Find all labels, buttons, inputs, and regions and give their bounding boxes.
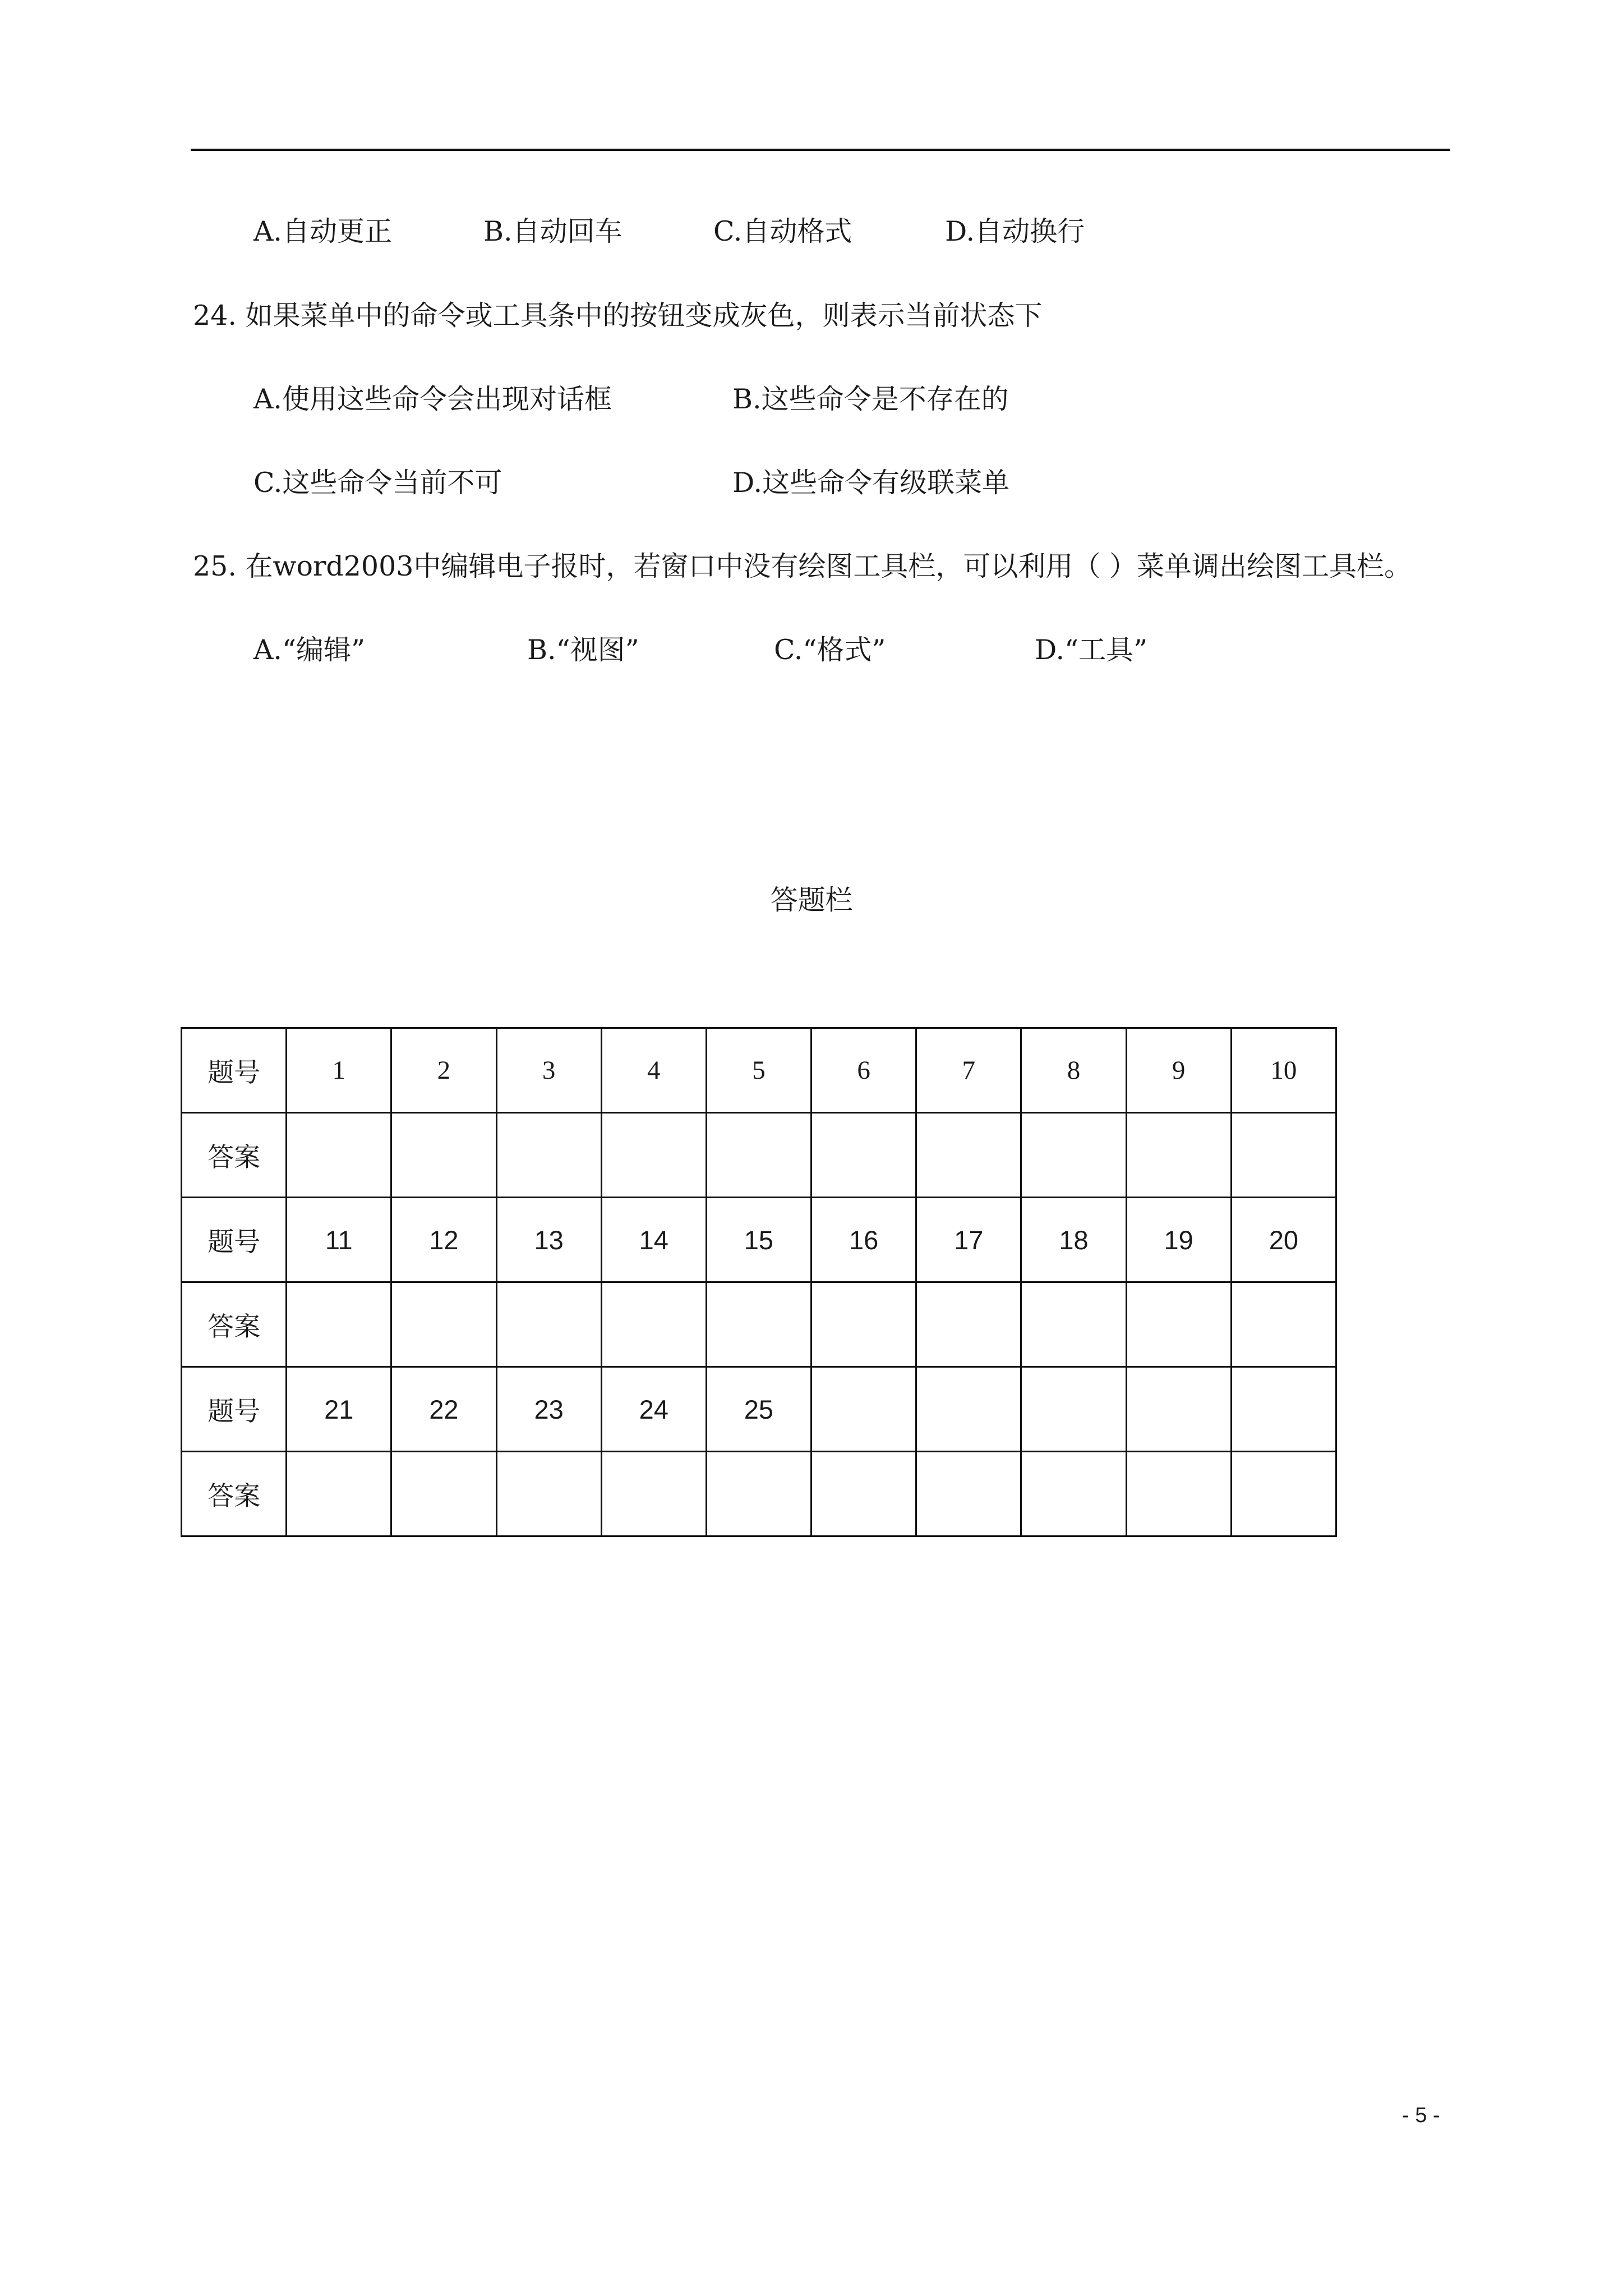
question-number-cell	[1231, 1367, 1336, 1452]
question-number-cell: 20	[1231, 1198, 1336, 1282]
question-number-cell: 9	[1126, 1028, 1231, 1113]
q25-option-b: B.“视图”	[527, 634, 639, 666]
question-number-cell: 16	[811, 1198, 916, 1282]
q25-option-d: D.“工具”	[1035, 634, 1148, 666]
question-number-cell: 12	[391, 1198, 496, 1282]
header-rule	[191, 149, 1450, 151]
answer-cell[interactable]	[496, 1282, 601, 1367]
q24-option-d: D.这些命令有级联菜单	[732, 467, 1010, 499]
answer-cell[interactable]	[496, 1113, 601, 1198]
q23-option-d: D.自动换行	[945, 215, 1085, 247]
row-label-number: 题号	[182, 1028, 287, 1113]
question-number-cell	[811, 1367, 916, 1452]
page-number: - 5 -	[1402, 2104, 1440, 2127]
question-number-cell	[916, 1367, 1021, 1452]
table-row-numbers-1	[182, 1028, 1336, 1113]
answer-cell[interactable]	[1021, 1113, 1126, 1198]
question-number-cell: 25	[706, 1367, 811, 1452]
table-row-numbers-2	[182, 1198, 1336, 1282]
row-label-answer: 答案	[182, 1113, 287, 1198]
answer-cell[interactable]	[601, 1282, 706, 1367]
question-number-cell: 1	[287, 1028, 391, 1113]
answer-cell[interactable]	[1126, 1282, 1231, 1367]
q23-option-a: A.自动更正	[253, 215, 392, 247]
answer-sheet-title: 答题栏	[770, 884, 853, 916]
q25-option-c: C.“格式”	[774, 634, 886, 666]
question-number-cell: 5	[706, 1028, 811, 1113]
answer-cell[interactable]	[1021, 1452, 1126, 1536]
question-number-cell: 4	[601, 1028, 706, 1113]
question-number-cell: 11	[287, 1198, 391, 1282]
question-number-cell: 23	[496, 1367, 601, 1452]
q24-option-a: A.使用这些命令会出现对话框	[253, 383, 612, 415]
question-number-cell: 18	[1021, 1198, 1126, 1282]
q24-stem: 24. 如果菜单中的命令或工具条中的按钮变成灰色，则表示当前状态下	[193, 300, 1043, 332]
answer-cell[interactable]	[496, 1452, 601, 1536]
q23-option-b: B.自动回车	[483, 215, 623, 247]
question-number-cell: 24	[601, 1367, 706, 1452]
question-number-cell: 2	[391, 1028, 496, 1113]
table-row-answers-2	[182, 1282, 1336, 1367]
answer-cell[interactable]	[811, 1113, 916, 1198]
answer-sheet-table	[181, 1027, 1337, 1537]
question-number-cell: 21	[287, 1367, 391, 1452]
row-label-number: 题号	[182, 1198, 287, 1282]
question-number-cell: 19	[1126, 1198, 1231, 1282]
answer-cell[interactable]	[391, 1113, 496, 1198]
answer-cell[interactable]	[1126, 1452, 1231, 1536]
question-number-cell: 15	[706, 1198, 811, 1282]
answer-cell[interactable]	[287, 1113, 391, 1198]
row-label-answer: 答案	[182, 1452, 287, 1536]
answer-cell[interactable]	[1231, 1452, 1336, 1536]
answer-cell[interactable]	[811, 1282, 916, 1367]
table-row-numbers-3	[182, 1367, 1336, 1452]
question-number-cell: 13	[496, 1198, 601, 1282]
q24-option-c: C.这些命令当前不可	[253, 467, 502, 499]
row-label-answer: 答案	[182, 1282, 287, 1367]
answer-cell[interactable]	[706, 1113, 811, 1198]
q25-stem: 25. 在word2003中编辑电子报时，若窗口中没有绘图工具栏，可以利用（ ）菜单调出绘图工具栏。	[193, 550, 1412, 582]
question-number-cell	[1021, 1367, 1126, 1452]
answer-cell[interactable]	[916, 1282, 1021, 1367]
question-number-cell: 8	[1021, 1028, 1126, 1113]
question-number-cell: 17	[916, 1198, 1021, 1282]
answer-cell[interactable]	[391, 1282, 496, 1367]
answer-cell[interactable]	[601, 1113, 706, 1198]
answer-cell[interactable]	[1126, 1113, 1231, 1198]
question-number-cell: 14	[601, 1198, 706, 1282]
answer-cell[interactable]	[1021, 1282, 1126, 1367]
row-label-number: 题号	[182, 1367, 287, 1452]
answer-cell[interactable]	[601, 1452, 706, 1536]
answer-cell[interactable]	[706, 1452, 811, 1536]
answer-cell[interactable]	[916, 1452, 1021, 1536]
question-number-cell: 22	[391, 1367, 496, 1452]
q24-option-b: B.这些命令是不存在的	[732, 383, 1009, 415]
question-number-cell	[1126, 1367, 1231, 1452]
answer-cell[interactable]	[391, 1452, 496, 1536]
table-row-answers-1	[182, 1113, 1336, 1198]
answer-cell[interactable]	[287, 1282, 391, 1367]
question-number-cell: 3	[496, 1028, 601, 1113]
q25-option-a: A.“编辑”	[253, 634, 366, 666]
q23-option-c: C.自动格式	[713, 215, 852, 247]
answer-cell[interactable]	[706, 1282, 811, 1367]
answer-cell[interactable]	[1231, 1113, 1336, 1198]
question-number-cell: 6	[811, 1028, 916, 1113]
answer-cell[interactable]	[811, 1452, 916, 1536]
answer-cell[interactable]	[287, 1452, 391, 1536]
answer-cell[interactable]	[1231, 1282, 1336, 1367]
table-row-answers-3	[182, 1452, 1336, 1536]
answer-cell[interactable]	[916, 1113, 1021, 1198]
question-number-cell: 7	[916, 1028, 1021, 1113]
question-number-cell: 10	[1231, 1028, 1336, 1113]
